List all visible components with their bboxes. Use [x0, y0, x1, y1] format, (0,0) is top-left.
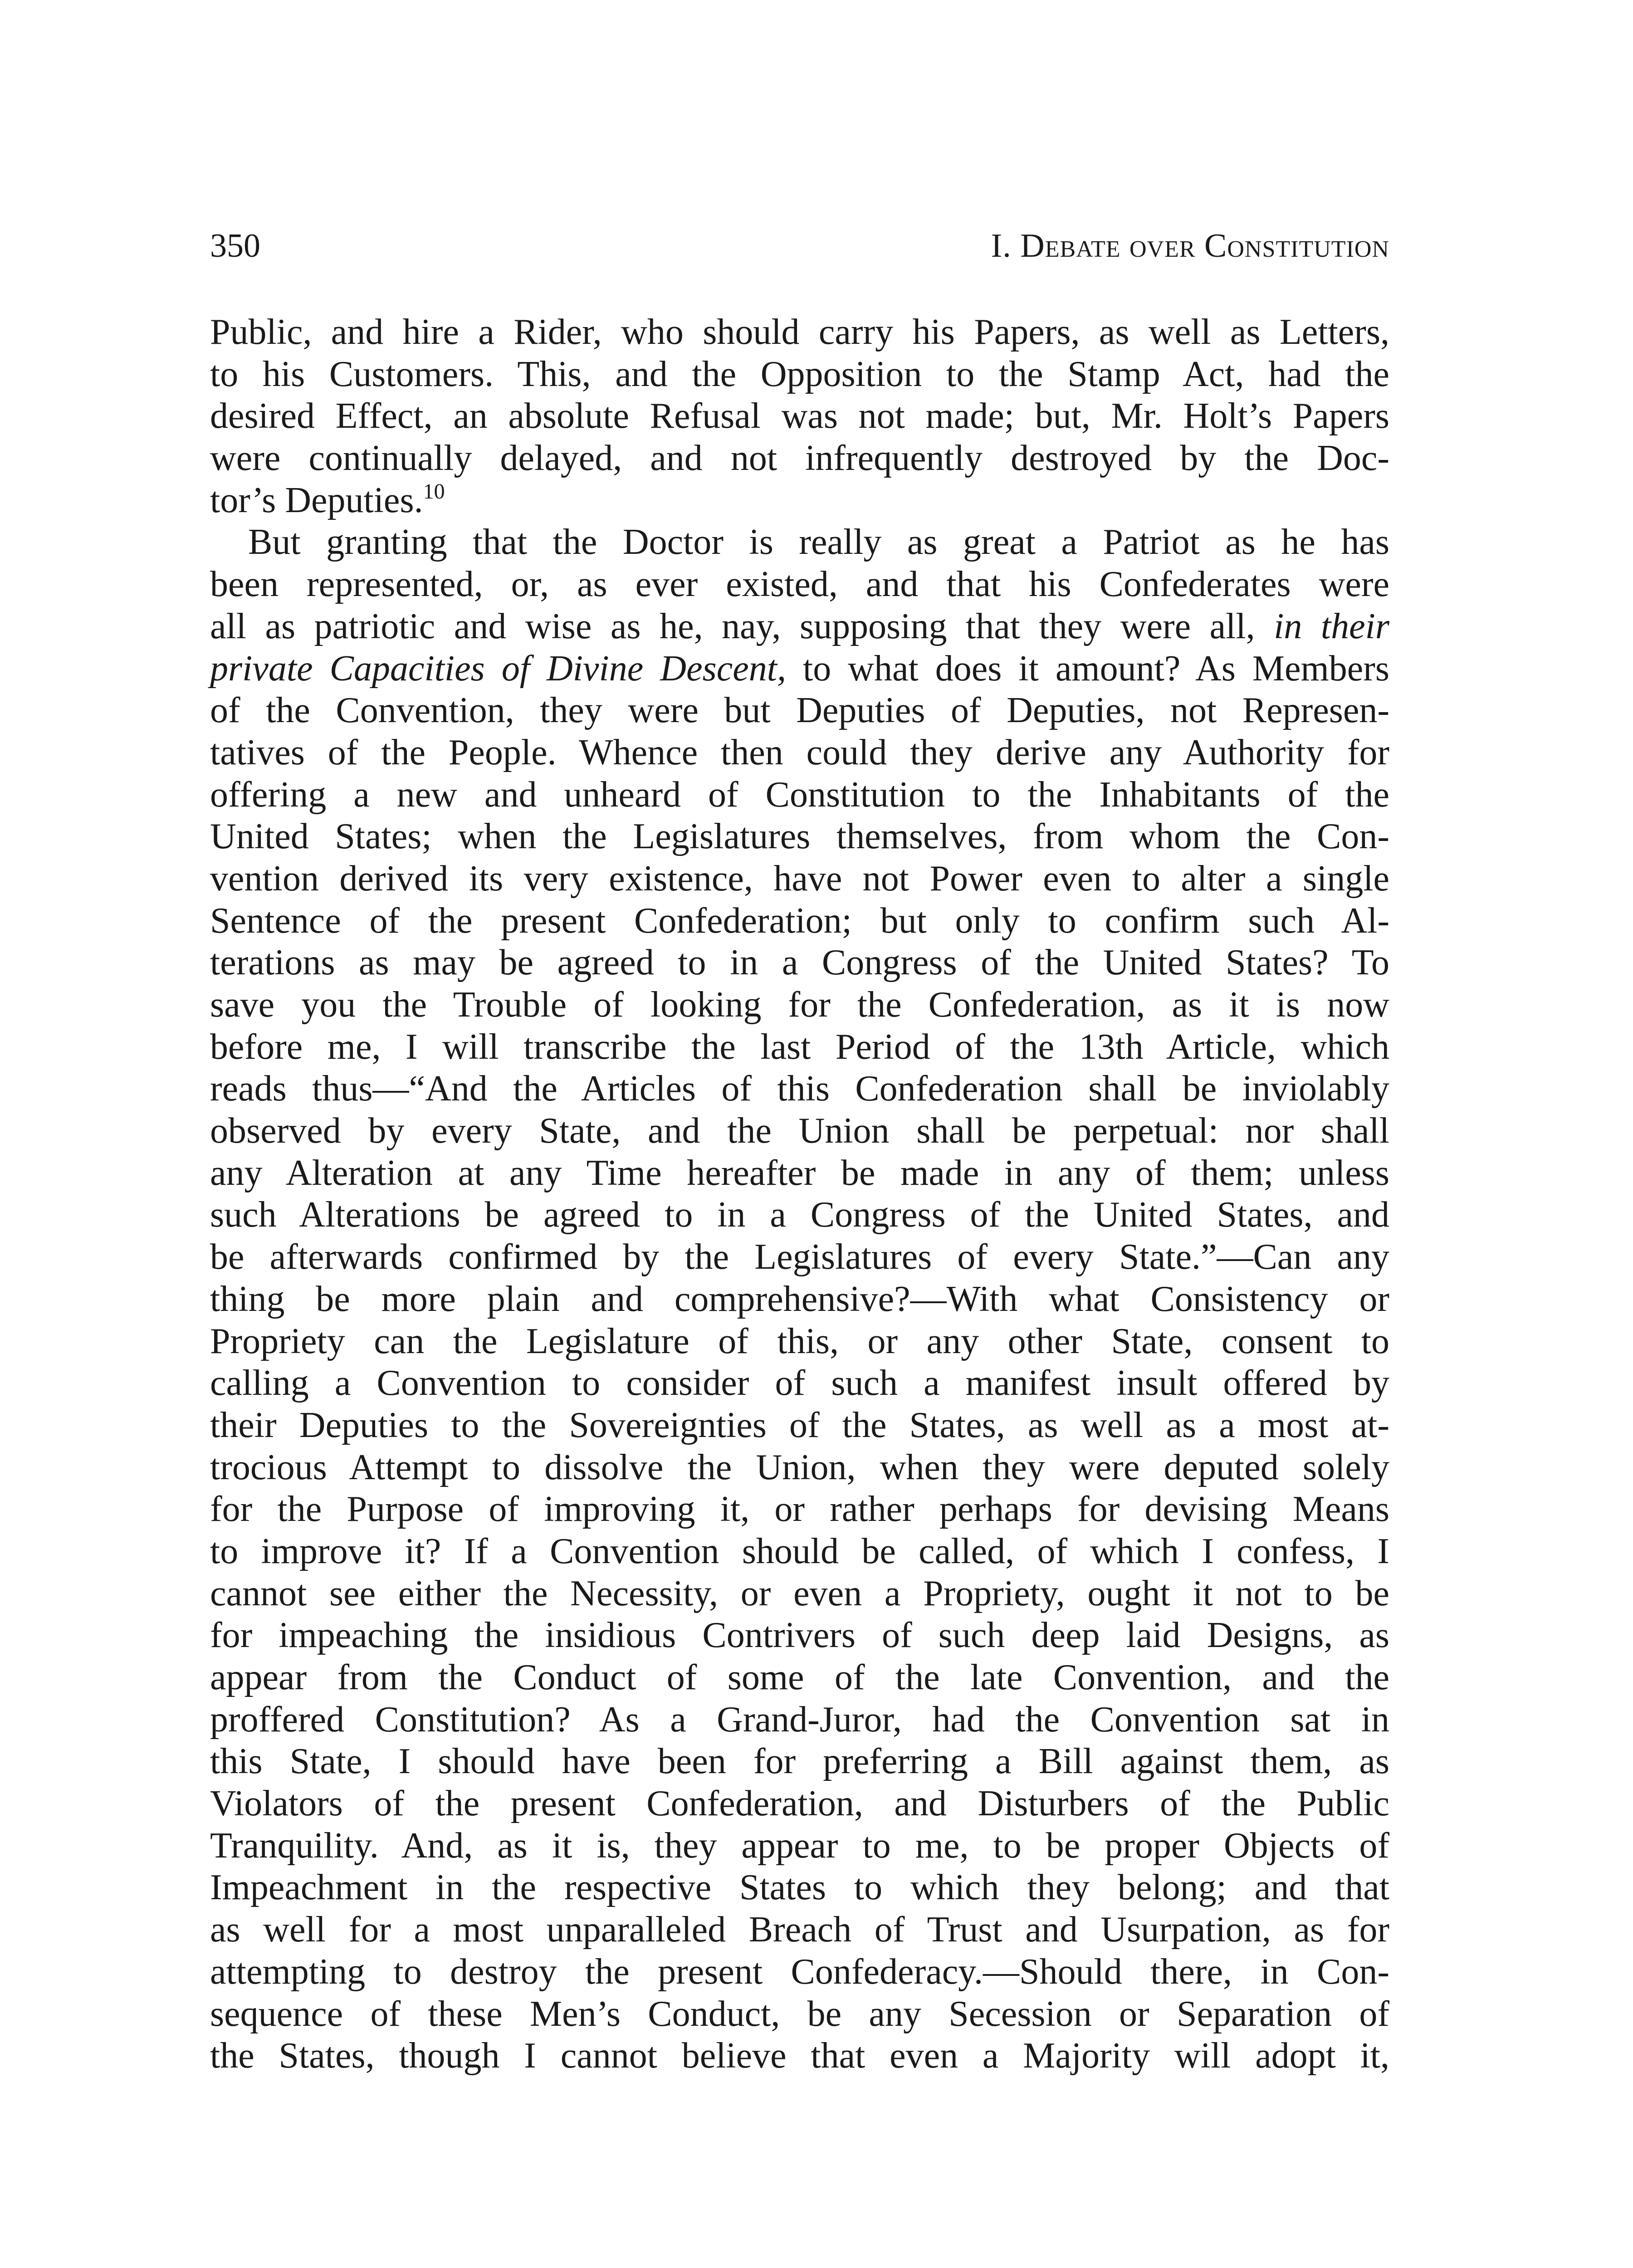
text-line: Violators of the present Confederation, and Disturbers of the Public — [210, 1784, 1389, 1824]
body-text — [210, 311, 1389, 2077]
text-segment: to what does it amount? As Members — [802, 648, 1389, 689]
running-title: I. Debate over Constitution — [991, 227, 1389, 264]
text-line: observed by every State, and the Union shall be perpetual: nor shall — [210, 1111, 1389, 1151]
text-line: sequence of these Men’s Conduct, be any Secession or Separation of — [210, 1994, 1389, 2034]
page-number: 350 — [210, 227, 260, 264]
text-line: Sentence of the present Confederation; but only to confirm such Al- — [210, 900, 1389, 941]
text-line: be afterwards confirmed by the Legislatures of every State.”—Can any — [210, 1237, 1389, 1277]
text-line: attempting to destroy the present Confederacy.—Should there, in Con- — [210, 1951, 1389, 1992]
italic-text: in their — [1274, 606, 1389, 646]
text-line: reads thus—“And the Articles of this Confederation shall be inviolably — [210, 1069, 1389, 1109]
text-line: were continually delayed, and not infrequently destroyed by the Doc- — [210, 438, 1389, 479]
text-line: been represented, or, as ever existed, and that his Confederates were — [210, 564, 1389, 605]
running-header — [210, 223, 1389, 269]
text-line: proffered Constitution? As a Grand-Juror, had the Convention sat in — [210, 1699, 1389, 1740]
text-line: of the Convention, they were but Deputies of Deputies, not Represen- — [210, 690, 1389, 731]
text-line: tatives of the People. Whence then could they derive any Authority for — [210, 732, 1389, 772]
footnote-reference: 10 — [423, 479, 445, 503]
text-line: their Deputies to the Sovereignties of the States, as well as a most at- — [210, 1405, 1389, 1445]
text-line: to his Customers. This, and the Opposition to the Stamp Act, had the — [210, 354, 1389, 394]
text-line: thing be more plain and comprehensive?—With what Consistency or — [210, 1279, 1389, 1319]
text-line: trocious Attempt to dissolve the Union, when they were deputed solely — [210, 1447, 1389, 1487]
text-line: appear from the Conduct of some of the late Convention, and the — [210, 1657, 1389, 1697]
text-line: such Alterations be agreed to in a Congress of the United States, and — [210, 1195, 1389, 1235]
text-line: for the Purpose of improving it, or rather perhaps for devising Means — [210, 1489, 1389, 1530]
text-line: cannot see either the Necessity, or even a Propriety, ought it not to be — [210, 1573, 1389, 1613]
text-line: Impeachment in the respective States to which they belong; and that — [210, 1867, 1389, 1908]
text-line: Public, and hire a Rider, who should carry his Papers, as well as Letters, — [210, 312, 1389, 352]
text-line: for impeaching the insidious Contrivers of such deep laid Designs, as — [210, 1615, 1389, 1656]
text-line: Propriety can the Legislature of this, or any other State, consent to — [210, 1321, 1389, 1361]
text-line: calling a Convention to consider of such a manifest insult offered by — [210, 1363, 1389, 1403]
text-line: save you the Trouble of looking for the Confederation, as it is now — [210, 985, 1389, 1025]
text-line — [210, 648, 1389, 690]
text-line: the States, though I cannot believe that even a Majority will adopt it, — [210, 2036, 1389, 2076]
text-line — [210, 606, 1389, 648]
text-line: vention derived its very existence, have not Power even to alter a single — [210, 858, 1389, 899]
text-segment: all as patriotic and wise as he, nay, supposing that they were all, — [210, 606, 1255, 646]
text-line: offering a new and unheard of Constitution to the Inhabitants of the — [210, 774, 1389, 815]
italic-text: private Capacities of Divine Descent, — [210, 648, 786, 689]
text-line: to improve it? If a Convention should be called, of which I confess, I — [210, 1531, 1389, 1571]
text-line: But granting that the Doctor is really as great a Patriot as he has — [248, 522, 1389, 562]
text-line — [210, 479, 1389, 522]
text-segment: tor’s Deputies. — [210, 480, 423, 520]
text-line: United States; when the Legislatures themselves, from whom the Con- — [210, 816, 1389, 857]
text-line: before me, I will transcribe the last Period of the 13th Article, which — [210, 1026, 1389, 1067]
text-line: desired Effect, an absolute Refusal was not made; but, Mr. Holt’s Papers — [210, 396, 1389, 436]
text-line: any Alteration at any Time hereafter be made in any of them; unless — [210, 1153, 1389, 1193]
text-line: this State, I should have been for preferring a Bill against them, as — [210, 1741, 1389, 1782]
text-line: as well for a most unparalleled Breach of Trust and Usurpation, as for — [210, 1910, 1389, 1950]
text-line: terations as may be agreed to in a Congress of the United States? To — [210, 943, 1389, 983]
text-line: Tranquility. And, as it is, they appear to me, to be proper Objects of — [210, 1825, 1389, 1866]
